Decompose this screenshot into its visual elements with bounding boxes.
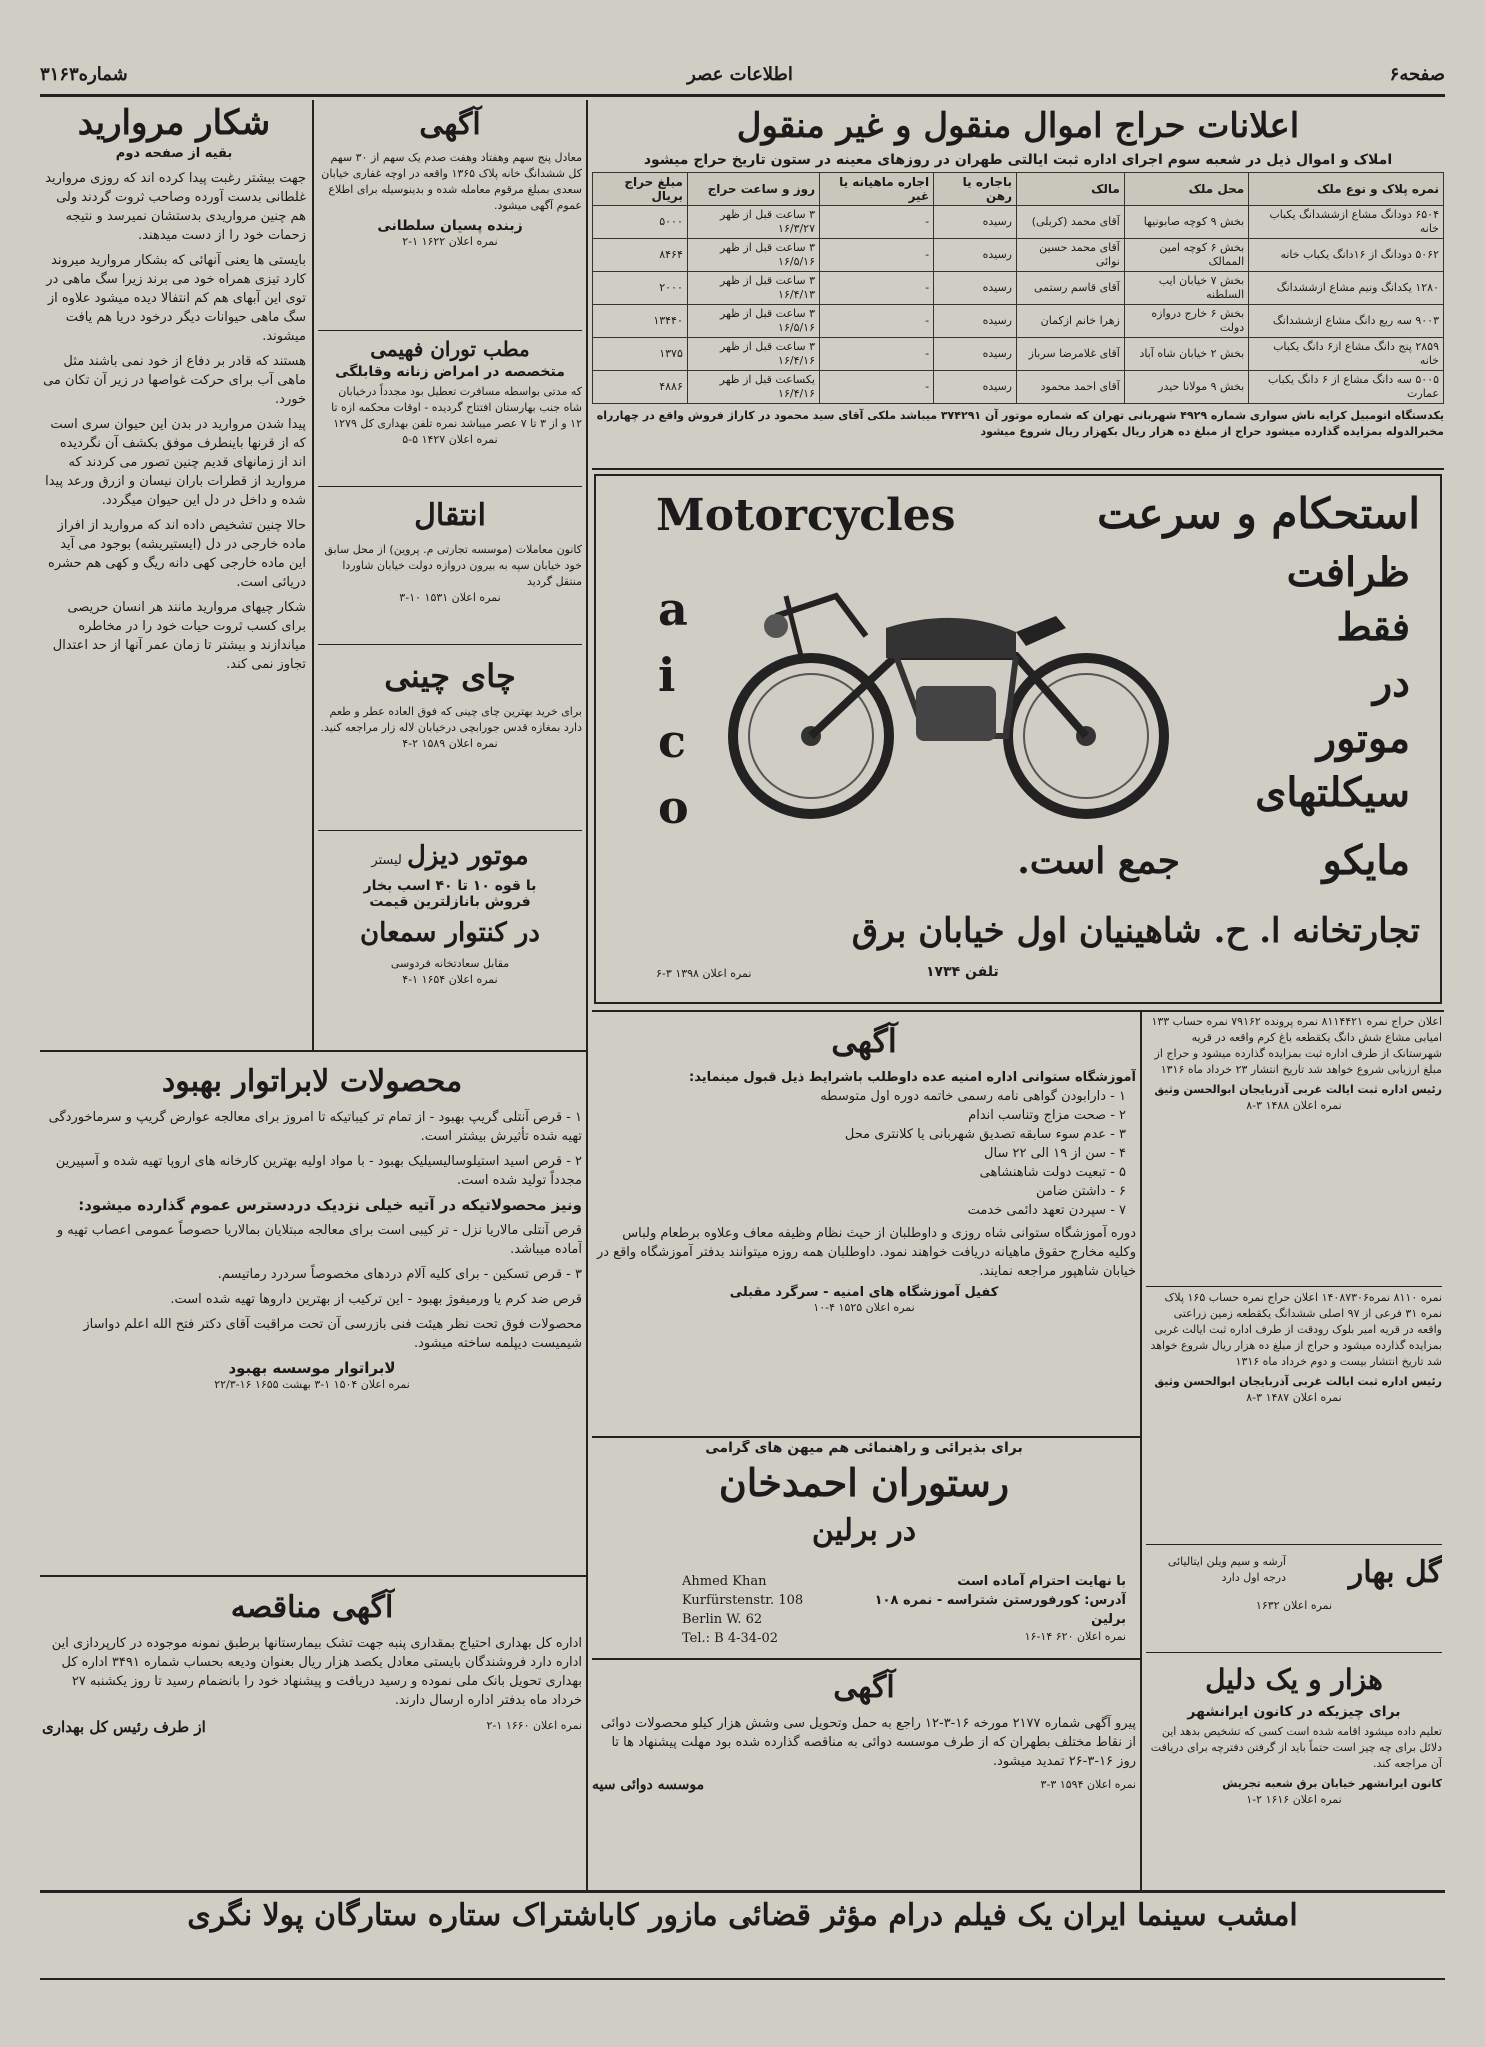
tender-number: نمره اعلان ۱۶۶۰ ۱-۲ <box>486 1719 582 1732</box>
col-header: نمره پلاک و نوع ملک <box>1249 173 1444 206</box>
motorcycle-line: فقط <box>1336 604 1410 649</box>
cell: ۹۰۰۳ سه ربع دانگ مشاع ازششدانگ <box>1249 305 1444 338</box>
col-header: مبلغ حراج بریال <box>593 173 688 206</box>
cell: رسیده <box>934 371 1017 404</box>
cell: ۵۰۰۰ <box>593 206 688 239</box>
table-row <box>593 371 1444 404</box>
motorcycle-illustration <box>716 536 1186 826</box>
motorcycle-vertical-brand: aico <box>658 582 689 834</box>
divider <box>318 486 582 487</box>
tender-signature: از طرف رئیس کل بهداری <box>42 1718 206 1736</box>
auction-section <box>592 100 1444 465</box>
lab-item: ونیز محصولاتیکه در آتیه خیلی نزدیک دردسترس عموم گذارده میشود: <box>78 1196 582 1214</box>
motorcycle-line: ظرافت <box>1286 549 1410 596</box>
pearl-paragraph: هستند که قادر بر دفاع از خود نمی باشند مثل ماهی آب برای حرکت غواصها در زیر آن تکان می خورد. <box>43 354 306 407</box>
divider <box>1146 1286 1442 1287</box>
auction-notice-1-signature: رئیس اداره ثبت ایالت غربی آذربایجان ابوالحسن وثیق <box>1154 1083 1442 1096</box>
cell: بخش ۹ مولانا حیدر <box>1124 371 1248 404</box>
tea-number: نمره اعلان ۱۵۸۹ ۲-۴ <box>402 737 498 750</box>
col-header: باجاره یا رهن <box>934 173 1017 206</box>
thousand-subtitle: برای چیزیکه در کانون ایرانشهر <box>1187 1704 1401 1720</box>
requirement: ۲ - صحت مزاج وتناسب اندام <box>968 1108 1126 1123</box>
table-header-row <box>593 173 1444 206</box>
flower-title: گل بهار <box>1348 1555 1442 1590</box>
auction-table <box>592 172 1444 404</box>
table-row <box>593 305 1444 338</box>
diesel-title: موتور دیزل <box>406 841 529 871</box>
divider <box>1146 1544 1442 1545</box>
school-ad <box>592 1014 1136 1434</box>
cell: - <box>820 305 934 338</box>
school-requirements <box>592 1087 1136 1220</box>
divider <box>40 1890 1445 1893</box>
cell: آقای غلامرضا سرباز <box>1017 338 1125 371</box>
auction-intro: املاک و اموال ذیل در شعبه سوم اجرای اداره ثبت ایالتی طهران در روزهای معینه در ستون تاریخ حراج میشود <box>643 152 1393 168</box>
divider <box>592 1436 1140 1438</box>
transfer-number: نمره اعلان ۱۵۳۱ ۱۰-۳ <box>399 591 501 604</box>
pearl-subtitle: بقیه از صفحه دوم <box>115 146 233 161</box>
thousand-number: نمره اعلان ۱۶۱۶ ۲-۱ <box>1246 1793 1342 1806</box>
transfer-text: کانون معاملات (موسسه تجارتی م. پروین) از محل سابق خود خیابان سپه به بیرون دروازه دولت خیابان شاوردا منتقل گردید <box>324 543 582 588</box>
pearl-paragraph: جهت بیشتر رغبت پیدا کرده اند که روزی مروارید غلطانی بدست آورده وصاحب ثروت گردند ولی هم چنین مرواریدی بدستشان نمیرسد و نتیجه زحمات خود را از دست میدهند. <box>45 171 306 243</box>
column-rule-4 <box>586 1050 588 1890</box>
cell: ۳ ساعت قبل از ظهر ۱۶/۴/۱۳ <box>687 272 819 305</box>
page-header <box>40 62 1445 92</box>
transfer-ad <box>318 490 582 640</box>
col-header: اجاره ماهیانه یا غیر <box>820 173 934 206</box>
auction-note: یکدستگاه اتومبیل کرایه ناش سواری شماره ۴۹۲۹ شهربانی تهران که شماره موتور آن ۳۷۴۲۹۱ میباشد ملکی آقای سید محمود در کاراژ فروش واقع در چهارراه مخبرالدوله بمزایده گذارده میشود حراج از مبلغ ده هزار ریال بکهزار ریال شروع میشود <box>596 409 1444 438</box>
diesel-price: فروش بانازلترین قیمت <box>369 894 531 910</box>
motorcycle-ad <box>594 474 1442 1004</box>
lab-item: ۲ - قرص اسید استیلوسالیسیلیک بهبود - با مواد اولیه بهترین کارخانه های اروپا تهیه شده و آسپیرین مجدداً تولید شده است. <box>55 1154 582 1188</box>
school-signature: کفیل آموزشگاه های امنیه - سرگرد مقبلی <box>729 1285 999 1300</box>
pearl-article <box>42 100 306 1050</box>
auction-notice-1-text: اعلان حراج نمره ۸۱۱۴۴۲۱ نمره پرونده ۷۹۱۶۲ نمره حساب ۱۳۳ امیابی مشاع شش دانگ یکقطعه باغ کرم واقعه در قریه شهرستانک از طرف اداره ثبت بمزایده گذارده میشود و حراج از مبلغ ارزیابی شروع خواهد شد تاریخ انتشار ۲۳ خرداد ماه ۱۳۱۶ <box>1151 1015 1442 1076</box>
column-rule-3 <box>1140 1010 1142 1890</box>
divider <box>592 1658 1140 1660</box>
table-row <box>593 239 1444 272</box>
restaurant-latin-phone: Tel.: B 4-34-02 <box>682 1631 778 1646</box>
restaurant-note: با نهایت احترام آماده است <box>957 1574 1126 1589</box>
cell: آقای قاسم رستمی <box>1017 272 1125 305</box>
ad-1-text: معادل پنج سهم وهفتاد وهفت صدم یک سهم از ۳۰ سهم کل ششدانگ خانه پلاک ۱۳۶۵ واقعه در اوچه غفاری خیابان سعدی بمبلغ مرقوم معامله شده و بدینوسیله برای اطلاع عموم آگهی میشود. <box>321 151 582 212</box>
auction-notice-1 <box>1146 1014 1442 1284</box>
flower-row <box>1146 1548 1442 1598</box>
restaurant-number: نمره اعلان ۶۲۰ ۱۴-۱۶ <box>1024 1630 1126 1643</box>
divider <box>40 1050 586 1052</box>
col-header: روز و ساعت حراج <box>687 173 819 206</box>
cell: ۱۳۷۵ <box>593 338 688 371</box>
cell: ۸۴۶۴ <box>593 239 688 272</box>
restaurant-title: رستوران احمدخان <box>718 1460 1010 1505</box>
cell: ۳ ساعت قبل از ظهر ۱۶/۴/۱۶ <box>687 338 819 371</box>
cell: - <box>820 338 934 371</box>
school-title: آگهی <box>831 1022 897 1060</box>
cell: ۲۰۰۰ <box>593 272 688 305</box>
cell: ۴۸۸۶ <box>593 371 688 404</box>
flower-ad <box>1146 1548 1442 1648</box>
pearl-body <box>42 169 306 674</box>
lab-item: ۱ - قرص آنتلی گریپ بهبود - از تمام تر کیباتیکه تا امروز برای معالجه عوارض گریپ و سرماخوردگی تهیه شده تأثیرش بیشتر است. <box>48 1110 582 1144</box>
cell: یکساعت قبل از ظهر ۱۶/۴/۱۶ <box>687 371 819 404</box>
motorcycle-dealer: تجارتخانه ا. ح. شاهینیان اول خیابان برق <box>851 911 1420 951</box>
cinema-banner: امشب سینما ایران یک فیلم درام مؤثر قضائی مازور کاباشتراک ستاره ستارگان پولا نگری <box>187 1898 1298 1933</box>
diesel-ad <box>318 834 582 1044</box>
restaurant-intro: برای بذیرائی و راهنمائی هم میهن های گرامی <box>705 1440 1023 1456</box>
cell: آقای محمد (کربلی) <box>1017 206 1125 239</box>
pharma-signature: موسسه دوائی سیه <box>592 1777 705 1793</box>
pharma-number: نمره اعلان ۱۵۹۴ ۳-۳ <box>1040 1778 1136 1791</box>
pharma-text: پیرو آگهی شماره ۲۱۷۷ مورخه ۱۶-۳-۱۲ راجع به حمل وتحویل سی وشش هزار کیلو محصولات دوائی از نقاط مختلف بطهران که از طرف موسسه دوائی به مناقصه گذارده شده بود مهلت پیشنهاد ها تا روز ۱۶-۳-۲۶ تمدید میشود. <box>600 1716 1136 1769</box>
auction-notice-2-text: نمره ۸۱۱۰ نمره۱۴۰۸۷۳۰۶ اعلان حراج نمره حساب ۱۶۵ پلاک نمره ۳۱ فرعی از ۹۷ اصلی ششدانگ یکقطعه زمین زراعتی واقعه در قریه امیر بلوک رودقت از طرف اداره ثبت ایالت غربی بمزایده گذارده میشود و حراج از مبلغ ده هزار ریال شروع خواهد شد تاریخ انتشار بیست و دوم خرداد ماه ۱۳۱۶ <box>1150 1291 1442 1368</box>
clinic-text: که مدتی بواسطه مسافرت تعطیل بود مجدداً درخیابان شاه جنب بهارستان افتتاح گردیده - اوقات محکمه ازه تا ۱۲ و از ۳ تا ۷ عصر میباشد نمره تلفن بهداری کل ۱۲۷۹ <box>331 385 582 430</box>
cell: آقای محمد حسین نوائی <box>1017 239 1125 272</box>
lab-number: نمره اعلان ۱۵۰۴ ۱-۳ بهشت ۱۶۵۵ ۱۶-۲۲/۳ <box>214 1378 410 1391</box>
divider <box>592 468 1444 470</box>
school-intro: آموزشگاه ستوانی اداره امنیه عده داوطلب باشرایط ذیل قبول مینماید: <box>689 1070 1136 1085</box>
diesel-title-row <box>318 834 582 878</box>
diesel-seller: در کنتوار سمعان <box>360 918 540 948</box>
motorcycle-image <box>716 536 1186 826</box>
auction-notice-2-number: نمره اعلان ۱۴۸۷ ۳-۸ <box>1246 1391 1342 1404</box>
lab-item: قرص ضد کرم یا ورمیفوژ بهبود - این ترکیب از بهترین داروها تهیه شده است. <box>170 1292 582 1307</box>
cell: - <box>820 206 934 239</box>
cell: رسیده <box>934 206 1017 239</box>
auction-notice-2 <box>1146 1290 1442 1540</box>
cell: ۵۰۶۲ دودانگ از ۱۶دانگ یکباب خانه <box>1249 239 1444 272</box>
diesel-address: مقابل سعادتخانه فردوسی <box>390 957 510 970</box>
auction-notice-1-number: نمره اعلان ۱۴۸۸ ۳-۸ <box>1246 1099 1342 1112</box>
auction-title: اعلانات حراج اموال منقول و غیر منقول <box>736 106 1300 146</box>
lab-item: قرص آنتلی مالاریا نزل - تر کیبی است برای معالجه مبتلایان بمالاریا حصوصاً عمومی اعصاب تهیه و آماده میباشد. <box>56 1223 582 1257</box>
paper-name: اطلاعات عصر <box>687 64 793 85</box>
pearl-paragraph: بایستی ها یعنی آنهائی که بشکار مروارید میروند کارد تیزی همراه خود می برند زیرا سگ ماهی در توی این آبهای هم کم انتفالا دیده میشود علاوه از سگ ماهی حیوانات دیگر درخود دریا هم یافت میشوند. <box>46 253 306 344</box>
cell: رسیده <box>934 272 1017 305</box>
requirement: ۴ - سن از ۱۹ الی ۲۲ سال <box>984 1146 1126 1161</box>
divider <box>318 830 582 831</box>
thousand-address: کانون ایرانشهر خیابان برق شعبه تجریش <box>1222 1777 1442 1790</box>
lab-signature: لابراتوار موسسه بهبود <box>228 1359 396 1377</box>
pharma-title: آگهی <box>833 1670 895 1705</box>
thousand-ad <box>1146 1656 1442 1886</box>
column-rule-1 <box>312 100 314 1050</box>
pearl-title: شکار مروارید <box>77 103 271 143</box>
table-row <box>593 338 1444 371</box>
col-header: مالک <box>1017 173 1125 206</box>
pearl-paragraph: حالا چنین تشخیص داده اند که مروارید از افراز ماده خارجی در دل (ایستیریشه) بوجود می آید این ماده خارجی کهی دانه ریگ و کهی هم حشره دریائی است. <box>48 518 306 590</box>
transfer-title: انتقال <box>414 498 486 533</box>
column-rule-2 <box>586 100 588 1050</box>
pearl-paragraph: شکار چیهای مروارید مانند هر انسان حریصی برای کسب ثروت حیات خود را در مخاطره میاندازند و بیشتر تا زمان عمر آنها از حد اعتدال تجاوز نمی کند. <box>52 600 306 672</box>
cell: بخش ۲ خیابان شاه آباد <box>1124 338 1248 371</box>
tea-text: برای خرید بهترین چای چینی که فوق العاده عطر و طعم دارد بمغازه قدس جورابچی درخیابان لاله زار مراجعه کنید. <box>320 705 582 734</box>
requirement: ۵ - تبعیت دولت شاهنشاهی <box>979 1165 1126 1180</box>
issue-number: شماره۳۱۶۳ <box>40 64 128 85</box>
divider <box>40 1575 586 1577</box>
tender-ad <box>42 1582 582 1882</box>
thousand-text: تعلیم داده میشود اقامه شده است کسی که تشخیص بدهد این دلائل برای چه چیز است حتماً باید از گرفتن دفترچه برای دریافت آن مراجعه کند. <box>1150 1725 1442 1770</box>
flower-text: آرشه و سیم ویلن ایتالیائی درجه اول دارد <box>1167 1555 1286 1584</box>
motorcycle-suffix: جمع است. <box>1017 840 1180 882</box>
header-rule <box>40 94 1445 97</box>
cell: - <box>820 371 934 404</box>
restaurant-latin-info <box>682 1572 882 1648</box>
diesel-number: نمره اعلان ۱۶۵۴ ۱-۴ <box>402 973 498 986</box>
tender-footer <box>42 1718 582 1736</box>
clinic-subtitle: متخصصه در امراض زنانه وقابلگی <box>335 364 565 380</box>
page-number: صفحه۶ <box>1389 64 1445 85</box>
cell: - <box>820 239 934 272</box>
cell: رسیده <box>934 338 1017 371</box>
cell: بخش ۶ کوچه امین الممالک <box>1124 239 1248 272</box>
cell: رسیده <box>934 305 1017 338</box>
clinic-title: مطب توران فهیمی <box>370 337 530 361</box>
cell: آقای احمد محمود <box>1017 371 1125 404</box>
thousand-title: هزار و یک دلیل <box>1205 1663 1383 1696</box>
cell: زهرا خانم ازکمان <box>1017 305 1125 338</box>
clinic-ad <box>318 334 582 484</box>
tea-title: چای چینی <box>384 657 516 695</box>
restaurant-latin-street: Kurfürstenstr. 108 <box>682 1593 804 1608</box>
ad-notice-1 <box>318 100 582 330</box>
cell: بخش ۶ خارج دروازه دولت <box>1124 305 1248 338</box>
restaurant-latin-name: Ahmed Khan <box>682 1574 767 1589</box>
lab-items <box>42 1108 582 1353</box>
restaurant-latin-city: Berlin W. 62 <box>682 1612 763 1627</box>
restaurant-address: آدرس: کورفورستن شتراسه - نمره ۱۰۸ برلین <box>874 1593 1126 1627</box>
cell: ۲۸۵۹ پنج دانگ مشاع از۶ دانگ یکباب خانه <box>1249 338 1444 371</box>
ad-1-number: نمره اعلان ۱۶۲۲ ۱-۲ <box>402 235 498 248</box>
lab-item: محصولات فوق تحت نظر هیئت فنی بازرسی آن تحت مراقبت آقای دکتر فتح الله اعلم دواساز شیمیست دیپلمه ساخته میشود. <box>83 1317 582 1351</box>
divider <box>318 644 582 645</box>
col-header: محل ملک <box>1124 173 1248 206</box>
school-text: دوره آموزشگاه ستوانی شاه روزی و داوطلبان از حیث نظام وظیفه معاف وعلاوه برطعام ولباس وکلیه مخارج حقوق ماهیانه دریافت خواهند نمود. داوطلبان همه روزه میتوانند بدفتر آموزشگاه واقع در خیابان شاهپور مراجعه نمایند. <box>596 1226 1136 1279</box>
lab-ad <box>42 1056 582 1556</box>
auction-notice-2-signature: رئیس اداره ثبت ایالت غربی آذربایجان ابوالحسن وثیق <box>1154 1375 1442 1388</box>
table-row <box>593 206 1444 239</box>
cell: ۳ ساعت قبل از ظهر ۱۶/۵/۱۶ <box>687 239 819 272</box>
motorcycle-brand: مایکو <box>1322 837 1410 884</box>
school-number: نمره اعلان ۱۵۲۵ ۴-۱۰ <box>813 1301 915 1314</box>
motorcycle-line: در <box>1372 659 1410 706</box>
diesel-power: با قوه ۱۰ تا ۴۰ اسب بخار <box>363 878 537 894</box>
motorcycle-line: موتور <box>1316 715 1410 762</box>
lab-title: محصولات لابراتوار بهبود <box>161 1064 463 1099</box>
motorcycle-latin-title: Motorcycles <box>656 490 956 541</box>
requirement: ۷ - سپردن تعهد دائمی خدمت <box>967 1203 1126 1218</box>
tender-text: اداره کل بهداری احتیاج بمقداری پنبه جهت تشک بیمارستانها برطبق نمونه موجوده در کارپردازی این اداره دارد فروشندگان بایستی معادل یکصد هزار ریال بعنوان ودیعه بحساب شماره ۳۴۹۱ اداره کل بهداری تحویل بانک ملی نموده و رسید دریافت و پیشنهاد خود را بانضمام رسید تا روز یکشنبه ۲۷ خرداد ماه بدفتر اداره ارسال دارند. <box>51 1636 582 1708</box>
cell: بخش ۹ کوچه صابونیها <box>1124 206 1248 239</box>
diesel-brand-note: لیستر <box>371 853 402 868</box>
flower-number: نمره اعلان ۱۶۳۲ <box>1255 1599 1333 1612</box>
cell: ۱۲۸۰ یکدانگ ونیم مشاع ازششدانگ <box>1249 272 1444 305</box>
cell: ۳ ساعت قبل از ظهر ۱۶/۵/۱۶ <box>687 305 819 338</box>
pharma-footer <box>592 1777 1136 1793</box>
table-row <box>593 272 1444 305</box>
requirement: ۶ - داشتن ضامن <box>1035 1184 1126 1199</box>
divider <box>1146 1652 1442 1653</box>
pearl-paragraph: پیدا شدن مروارید در بدن این حیوان سری است که از قرنها باینطرف موفق بکشف آن نگردیده اند از زمانهای قدیم چنین تصور می کردند که مروارید از قطرات باران نیسان و ازرق ورعد پیدا شده و داخل در دل این حیوان میگردد. <box>45 417 306 508</box>
pharma-ad <box>592 1662 1136 1884</box>
cell: ۳ ساعت قبل از ظهر ۱۶/۳/۲۷ <box>687 206 819 239</box>
cell: بخش ۷ خیابان ایب السلطنه <box>1124 272 1248 305</box>
motorcycle-line: سیکلتهای <box>1255 769 1410 816</box>
restaurant-ad <box>592 1440 1136 1655</box>
cell: ۵۰۰۵ سه دانگ مشاع از ۶ دانگ یکباب عمارت <box>1249 371 1444 404</box>
bottom-rule <box>40 1978 1445 1980</box>
cell: - <box>820 272 934 305</box>
tender-title: آگهی مناقصه <box>230 1590 394 1625</box>
motorcycle-persian-title: استحکام و سرعت <box>1097 489 1420 538</box>
ad-1-title: آگهی <box>419 107 481 142</box>
motorcycle-phone: تلفن ۱۷۳۴ <box>926 964 999 980</box>
cell: رسیده <box>934 239 1017 272</box>
cell: ۶۵۰۴ دودانگ مشاع ازششدانگ یکباب خانه <box>1249 206 1444 239</box>
requirement: ۱ - دارابودن گواهی نامه رسمی خاتمه دوره اول متوسطه <box>820 1089 1126 1104</box>
clinic-number: نمره اعلان ۱۴۲۷ ۵-۵ <box>402 433 498 446</box>
lab-item: ۳ - قرص تسکین - برای کلیه آلام دردهای مخصوصاً سردرد رماتیسم. <box>217 1267 582 1282</box>
motorcycle-number: نمره اعلان ۱۳۹۸ ۳-۶ <box>656 967 752 980</box>
restaurant-persian-info <box>856 1572 1126 1645</box>
divider <box>318 330 582 331</box>
divider <box>592 1010 1444 1012</box>
tea-ad <box>318 648 582 828</box>
restaurant-city: در برلین <box>811 1513 917 1548</box>
ad-1-signature: زبنده پسیان سلطانی <box>377 218 523 234</box>
requirement: ۳ - عدم سوء سابقه تصدیق شهربانی یا کلانتری محل <box>844 1127 1126 1142</box>
cell: ۱۳۴۴۰ <box>593 305 688 338</box>
